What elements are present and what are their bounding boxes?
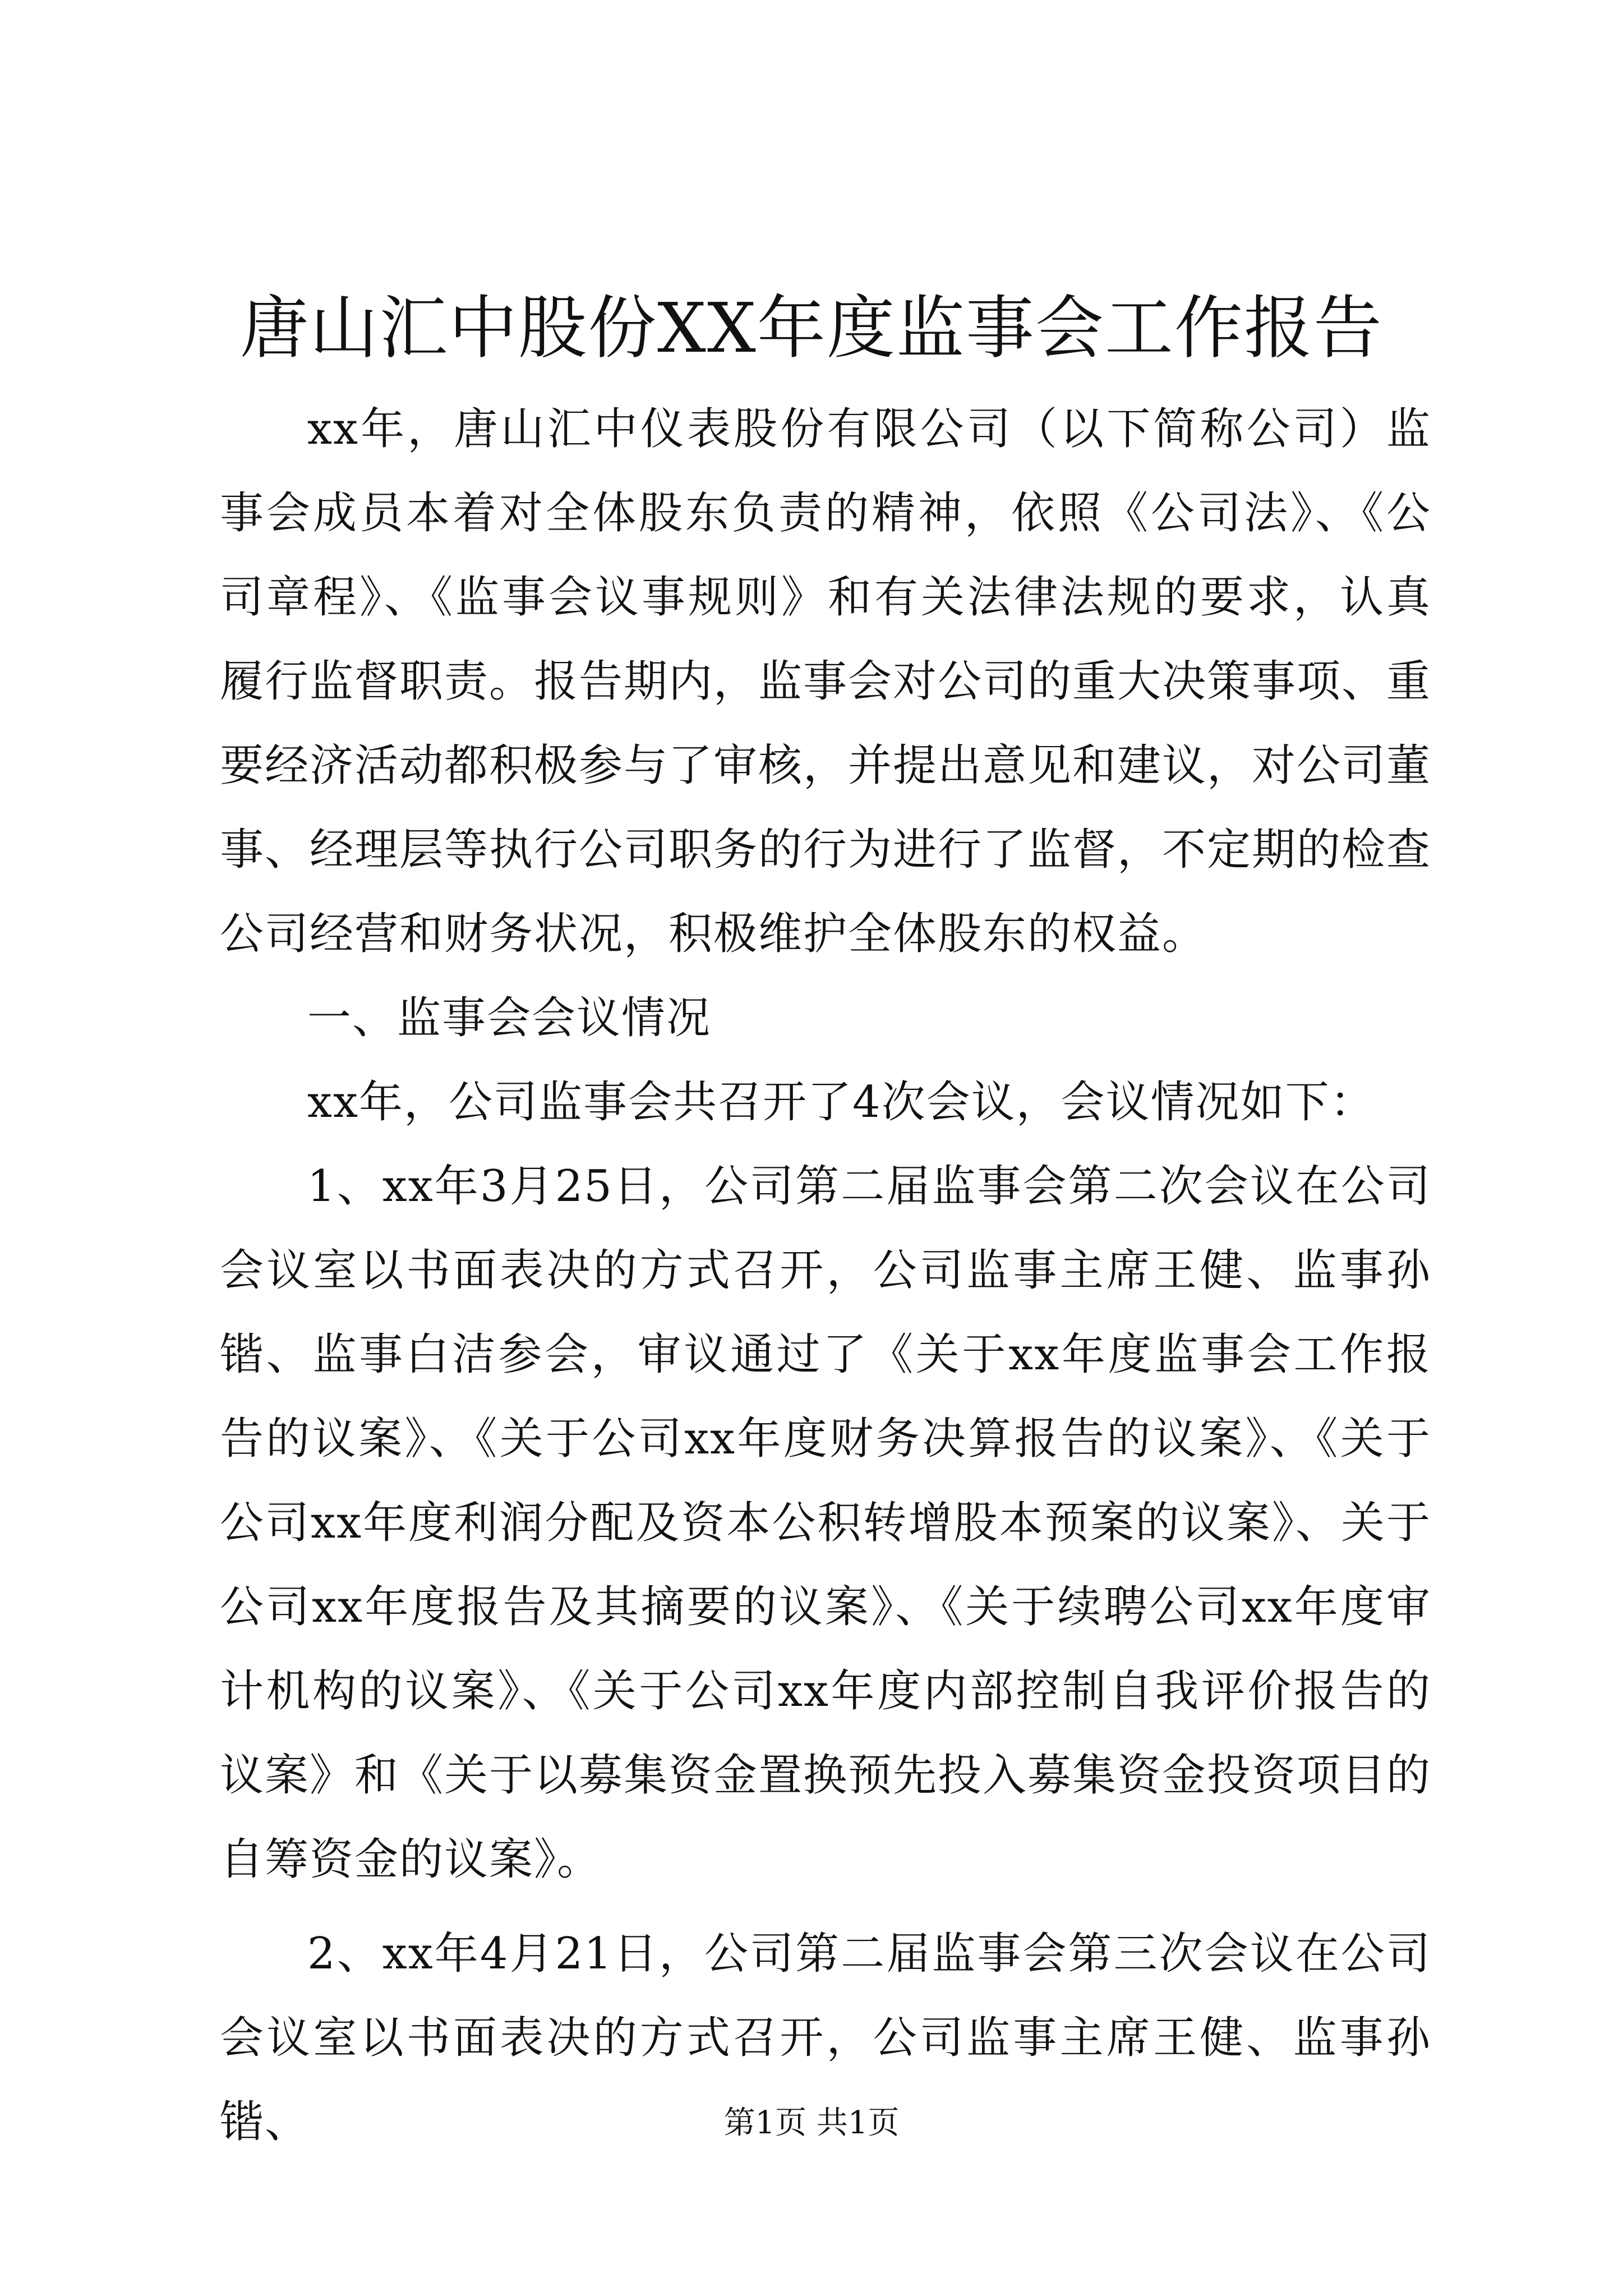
- section-heading-meetings: 一、监事会会议情况: [307, 993, 712, 1043]
- page-footer: 第1页 共1页: [723, 2105, 900, 2141]
- document-title: 唐山汇中股份XX年度监事会工作报告: [240, 288, 1383, 368]
- paragraph-intro: xx年，唐山汇中仪表股份有限公司（以下简称公司）监事会成员本着对全体股东负责的精神，依照《公司法》、《公司章程》、《监事会议事规则》和有关法律法规的要求，认真履行监督职责。报告期内，监事会对公司的重大决策事项、重要经济活动都积极参与了审核，并提出意见和建议，对公司董事、经理层等执行公司职务的行为进行了监督，不定期的检查公司经营和财务状况，积极维护全体股东的权益。: [220, 404, 1432, 959]
- paragraph-meeting-1: 1、xx年3月25日，公司第二届监事会第二次会议在公司会议室以书面表决的方式召开，公司监事主席王健、监事孙锴、监事白洁参会，审议通过了《关于xx年度监事会工作报告的议案》、《关于公司xx年度财务决算报告的议案》、《关于公司xx年度利润分配及资本公积转增股本预案的议案》、关于公司xx年度报告及其摘要的议案》、《关于续聘公司xx年度审计机构的议案》、《关于公司xx年度内部控制自我评价报告的议案》和《关于以募集资金置换预先投入募集资金投资项目的自筹资金的议案》。: [220, 1161, 1432, 1885]
- document-body: [220, 387, 1431, 2164]
- paragraph-meeting-2: 2、xx年4月21日，公司第二届监事会第三次会议在公司会议室以书面表决的方式召开，公司监事主席王健、监事孙锴、: [220, 1929, 1431, 2147]
- paragraph-meeting-summary: xx年，公司监事会共召开了4次会议，会议情况如下：: [307, 1077, 1375, 1128]
